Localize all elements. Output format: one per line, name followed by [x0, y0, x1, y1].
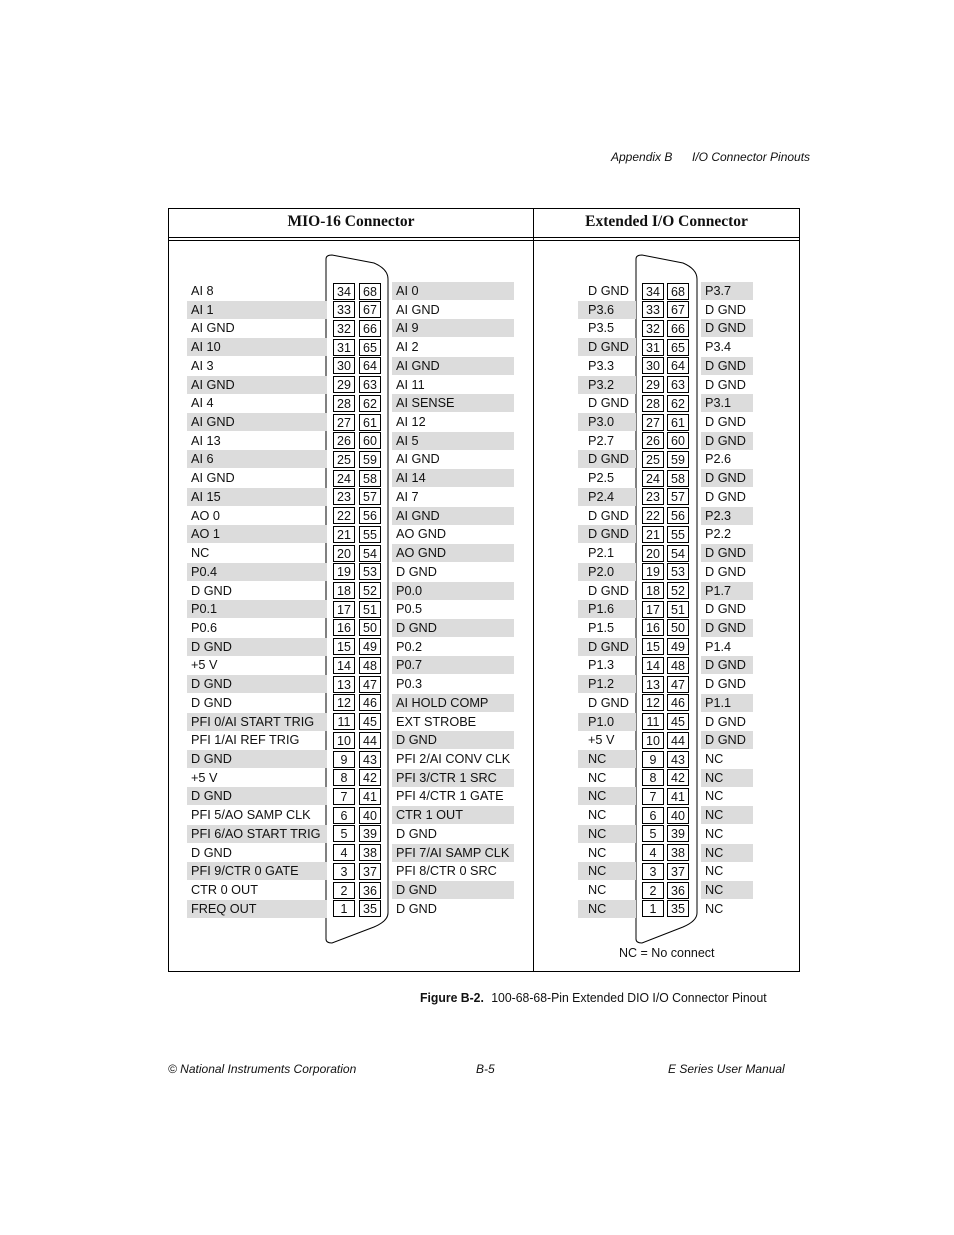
mio16-pin-number: 21 [333, 526, 355, 543]
mio16-pin-number: 18 [333, 582, 355, 599]
ext-signal-left: P3.6 [578, 301, 636, 319]
ext-signal-left: P1.0 [578, 713, 636, 731]
ext-pin-number: 41 [667, 788, 689, 805]
ext-signal-left: D GND [588, 695, 629, 710]
ext-signal-left: D GND [578, 638, 636, 656]
ext-signal-right: D GND [701, 357, 753, 375]
ext-pin-number: 65 [667, 339, 689, 356]
ext-signal-left: D GND [588, 284, 629, 298]
mio16-signal-right: PFI 7/AI SAMP CLK [392, 844, 514, 862]
ext-signal-right: P1.7 [701, 582, 753, 600]
mio16-signal-right: AI 9 [392, 319, 514, 337]
ext-pin-number: 32 [642, 320, 664, 337]
mio16-pin-number: 17 [333, 601, 355, 618]
mio16-pin-number: 64 [359, 357, 381, 374]
ext-signal-left: NC [578, 787, 636, 805]
mio16-pin-number: 63 [359, 376, 381, 393]
mio16-pin-number: 9 [333, 751, 355, 768]
header-appendix: Appendix B [611, 150, 673, 164]
ext-signal-left: P3.3 [588, 358, 615, 373]
mio16-pin-number: 12 [333, 694, 355, 711]
mio16-signal-left: AI 6 [187, 450, 327, 468]
ext-signal-left: D GND [588, 583, 629, 598]
mio16-signal-left: AI 3 [191, 358, 214, 373]
ext-signal-left: NC [578, 862, 636, 880]
ext-signal-right: P3.4 [705, 340, 732, 355]
ext-pin-number: 43 [667, 751, 689, 768]
mio16-signal-left: PFI 1/AI REF TRIG [191, 733, 300, 748]
ext-pin-number: 63 [667, 376, 689, 393]
mio16-pin-number: 37 [359, 863, 381, 880]
mio16-signal-right: D GND [392, 619, 514, 637]
mio16-pin-number: 20 [333, 545, 355, 562]
mio16-pin-number: 1 [333, 900, 355, 917]
mio16-signal-left: P0.6 [191, 620, 218, 635]
ext-signal-left: P1.5 [588, 620, 615, 635]
ext-pin-number: 28 [642, 395, 664, 412]
ext-pin-number: 8 [642, 769, 664, 786]
extended-io-connector-title: Extended I/O Connector [585, 213, 748, 230]
mio16-signal-right: AI 12 [396, 415, 426, 430]
mio16-signal-left: D GND [191, 845, 232, 860]
mio16-pin-number: 57 [359, 488, 381, 505]
mio16-signal-right: AO GND [396, 527, 447, 542]
mio16-signal-left: D GND [187, 675, 327, 693]
ext-pin-number: 46 [667, 694, 689, 711]
mio16-pin-number: 46 [359, 694, 381, 711]
ext-signal-right: NC [705, 789, 724, 804]
ext-signal-left: NC [578, 750, 636, 768]
ext-signal-left: P2.1 [588, 546, 615, 561]
ext-pin-number: 31 [642, 339, 664, 356]
ext-signal-left: NC [588, 808, 607, 823]
mio16-signal-left: AI 4 [191, 396, 214, 411]
mio16-signal-right: P0.5 [396, 602, 423, 617]
ext-pin-number: 11 [642, 713, 664, 730]
figure-caption-label: Figure B-2. [420, 990, 484, 1005]
ext-signal-left: P2.0 [578, 563, 636, 581]
mio16-signal-left: AI 13 [191, 433, 221, 448]
ext-signal-right: NC [701, 769, 753, 787]
mio16-signal-left: AI 1 [187, 301, 327, 319]
mio16-pin-number: 53 [359, 563, 381, 580]
ext-pin-number: 20 [642, 545, 664, 562]
figure-caption-text: 100-68-68-Pin Extended DIO I/O Connector Pinout [491, 990, 767, 1005]
ext-signal-right: D GND [705, 602, 746, 617]
ext-signal-right: P2.2 [705, 527, 732, 542]
mio16-pin-number: 8 [333, 769, 355, 786]
mio16-pin-number: 10 [333, 732, 355, 749]
mio16-pin-number: 66 [359, 320, 381, 337]
ext-pin-number: 18 [642, 582, 664, 599]
ext-signal-left: P2.7 [588, 433, 615, 448]
mio16-signal-left: FREQ OUT [187, 900, 327, 918]
mio16-signal-right: AI GND [396, 452, 440, 467]
ext-pin-number: 34 [642, 283, 664, 300]
mio16-pin-number: 14 [333, 657, 355, 674]
ext-signal-left: NC [588, 845, 607, 860]
mio16-pin-number: 16 [333, 619, 355, 636]
mio16-pin-number: 39 [359, 825, 381, 842]
mio16-signal-left: PFI 6/AO START TRIG [187, 825, 327, 843]
ext-pin-number: 47 [667, 676, 689, 693]
mio16-signal-left: P0.1 [187, 600, 327, 618]
mio16-signal-right: D GND [396, 564, 437, 579]
mio16-signal-right: D GND [396, 826, 437, 841]
mio16-pin-number: 31 [333, 339, 355, 356]
ext-pin-number: 12 [642, 694, 664, 711]
mio16-pin-number: 60 [359, 432, 381, 449]
ext-pin-number: 14 [642, 657, 664, 674]
mio16-pin-number: 2 [333, 882, 355, 899]
mio16-signal-left: +5 V [191, 658, 218, 673]
ext-signal-right: NC [705, 864, 724, 879]
mio16-signal-right: AI GND [396, 302, 440, 317]
header-section-title: I/O Connector Pinouts [692, 150, 811, 164]
ext-signal-right: D GND [701, 731, 753, 749]
mio16-signal-right: AO GND [392, 544, 514, 562]
mio16-signal-right: AI 2 [396, 340, 419, 355]
mio16-pin-number: 54 [359, 545, 381, 562]
mio16-pin-number: 56 [359, 507, 381, 524]
mio16-signal-right: AI 5 [392, 432, 514, 450]
mio16-pin-number: 61 [359, 414, 381, 431]
ext-pin-number: 40 [667, 807, 689, 824]
mio16-signal-right: AI 7 [396, 489, 419, 504]
ext-signal-right: P3.1 [701, 394, 753, 412]
mio16-pin-number: 29 [333, 376, 355, 393]
ext-pin-number: 13 [642, 676, 664, 693]
mio16-pin-number: 7 [333, 788, 355, 805]
mio16-pin-number: 59 [359, 451, 381, 468]
ext-signal-right: NC [705, 826, 724, 841]
ext-signal-left: P3.5 [588, 321, 615, 336]
mio16-signal-left: D GND [187, 750, 327, 768]
ext-pin-number: 59 [667, 451, 689, 468]
ext-signal-left: D GND [588, 396, 629, 411]
ext-signal-right: P1.4 [705, 639, 732, 654]
mio16-signal-right: PFI 4/CTR 1 GATE [396, 789, 504, 804]
mio16-signal-left: P0.4 [187, 563, 327, 581]
ext-pin-number: 49 [667, 638, 689, 655]
mio16-pin-number: 13 [333, 676, 355, 693]
mio16-pin-number: 36 [359, 882, 381, 899]
ext-signal-right: D GND [705, 377, 746, 392]
mio16-signal-right: P0.7 [392, 656, 514, 674]
ext-pin-number: 6 [642, 807, 664, 824]
ext-signal-left: NC [588, 770, 607, 785]
ext-pin-number: 50 [667, 619, 689, 636]
ext-pin-number: 53 [667, 563, 689, 580]
ext-pin-number: 35 [667, 900, 689, 917]
mio16-signal-left: AI GND [191, 321, 235, 336]
ext-pin-number: 38 [667, 844, 689, 861]
mio16-pin-number: 67 [359, 301, 381, 318]
ext-pin-number: 27 [642, 414, 664, 431]
ext-signal-right: NC [705, 901, 724, 916]
mio16-signal-left: NC [191, 546, 210, 561]
ext-pin-number: 26 [642, 432, 664, 449]
mio16-signal-right: AI GND [392, 357, 514, 375]
ext-pin-number: 3 [642, 863, 664, 880]
mio16-signal-left: PFI 0/AI START TRIG [187, 713, 327, 731]
mio16-signal-left: AI 15 [187, 488, 327, 506]
mio16-signal-left: AI GND [187, 413, 327, 431]
mio16-signal-right: AI GND [392, 507, 514, 525]
ext-pin-number: 57 [667, 488, 689, 505]
mio16-pin-number: 43 [359, 751, 381, 768]
ext-signal-right: P1.1 [701, 694, 753, 712]
ext-signal-left: NC [588, 883, 607, 898]
ext-signal-right: NC [705, 752, 724, 766]
mio16-signal-right: AI HOLD COMP [392, 694, 514, 712]
ext-pin-number: 23 [642, 488, 664, 505]
mio16-pin-number: 11 [333, 713, 355, 730]
ext-pin-number: 10 [642, 732, 664, 749]
ext-pin-number: 33 [642, 301, 664, 318]
mio16-signal-right: D GND [392, 881, 514, 899]
footer-page-number: B-5 [476, 1062, 495, 1076]
mio16-signal-left: AI 10 [187, 338, 327, 356]
mio16-pin-number: 42 [359, 769, 381, 786]
ext-signal-right: D GND [705, 489, 746, 504]
ext-signal-right: D GND [705, 415, 746, 430]
mio16-pin-number: 25 [333, 451, 355, 468]
mio16-signal-left: D GND [191, 583, 232, 598]
ext-pin-number: 30 [642, 357, 664, 374]
ext-pin-number: 52 [667, 582, 689, 599]
mio16-pin-number: 51 [359, 601, 381, 618]
mio16-pin-number: 19 [333, 563, 355, 580]
mio16-pin-number: 38 [359, 844, 381, 861]
ext-pin-number: 68 [667, 283, 689, 300]
mio16-signal-left: AI GND [191, 471, 235, 486]
mio16-pin-number: 40 [359, 807, 381, 824]
mio16-pin-number: 28 [333, 395, 355, 412]
mio16-pin-number: 58 [359, 470, 381, 487]
ext-pin-number: 66 [667, 320, 689, 337]
mio16-signal-right: AI 11 [396, 377, 425, 392]
mio16-pin-number: 68 [359, 283, 381, 300]
ext-signal-right: D GND [701, 656, 753, 674]
ext-pin-number: 64 [667, 357, 689, 374]
ext-pin-number: 4 [642, 844, 664, 861]
ext-pin-number: 17 [642, 601, 664, 618]
mio16-signal-right: PFI 8/CTR 0 SRC [396, 864, 497, 879]
mio16-signal-left: PFI 5/AO SAMP CLK [191, 808, 311, 823]
ext-pin-number: 21 [642, 526, 664, 543]
mio16-signal-right: P0.0 [392, 582, 514, 600]
mio16-pin-number: 49 [359, 638, 381, 655]
mio16-pin-number: 47 [359, 676, 381, 693]
mio16-signal-left: D GND [191, 695, 232, 710]
mio16-pin-number: 41 [359, 788, 381, 805]
ext-signal-right: D GND [701, 319, 753, 337]
ext-pin-number: 61 [667, 414, 689, 431]
ext-pin-number: 29 [642, 376, 664, 393]
ext-signal-left: P2.5 [588, 471, 615, 486]
mio16-signal-right: CTR 1 OUT [392, 806, 514, 824]
ext-pin-number: 60 [667, 432, 689, 449]
nc-note: NC = No connect [619, 946, 715, 960]
mio16-pin-number: 62 [359, 395, 381, 412]
mio16-pin-number: 5 [333, 825, 355, 842]
ext-signal-right: P3.7 [701, 282, 753, 300]
mio16-signal-right: EXT STROBE [396, 714, 477, 729]
ext-pin-number: 55 [667, 526, 689, 543]
ext-pin-number: 19 [642, 563, 664, 580]
mio16-signal-right: D GND [392, 731, 514, 749]
ext-signal-right: D GND [705, 564, 746, 579]
mio16-pin-number: 34 [333, 283, 355, 300]
ext-pin-number: 16 [642, 619, 664, 636]
mio16-signal-left: D GND [187, 787, 327, 805]
ext-pin-number: 25 [642, 451, 664, 468]
footer-manual-title: E Series User Manual [668, 1062, 785, 1076]
mio16-connector-title: MIO-16 Connector [287, 213, 415, 230]
ext-signal-left: P1.6 [578, 600, 636, 618]
mio16-pin-number: 33 [333, 301, 355, 318]
ext-pin-number: 67 [667, 301, 689, 318]
ext-pin-number: 45 [667, 713, 689, 730]
ext-pin-number: 62 [667, 395, 689, 412]
mio16-signal-right: PFI 2/AI CONV CLK [396, 752, 511, 766]
mio16-pin-number: 27 [333, 414, 355, 431]
ext-signal-right: D GND [701, 432, 753, 450]
mio16-signal-right: AI 0 [392, 282, 514, 300]
ext-signal-left: D GND [588, 508, 629, 523]
ext-pin-number: 58 [667, 470, 689, 487]
ext-signal-left: P3.0 [578, 413, 636, 431]
ext-signal-left: P1.2 [578, 675, 636, 693]
ext-signal-right: NC [701, 806, 753, 824]
ext-pin-number: 7 [642, 788, 664, 805]
ext-signal-left: D GND [578, 338, 636, 356]
mio16-pin-number: 52 [359, 582, 381, 599]
mio16-pin-number: 55 [359, 526, 381, 543]
ext-pin-number: 51 [667, 601, 689, 618]
ext-pin-number: 9 [642, 751, 664, 768]
ext-pin-number: 44 [667, 732, 689, 749]
ext-pin-number: 42 [667, 769, 689, 786]
mio16-pin-number: 23 [333, 488, 355, 505]
mio16-signal-right: AI SENSE [392, 394, 514, 412]
ext-signal-right: P2.6 [705, 452, 732, 467]
mio16-pin-number: 32 [333, 320, 355, 337]
mio16-signal-left: AO 0 [191, 508, 220, 523]
mio16-pin-number: 45 [359, 713, 381, 730]
mio16-signal-right: P0.2 [396, 639, 423, 654]
ext-pin-number: 54 [667, 545, 689, 562]
mio16-pin-number: 3 [333, 863, 355, 880]
ext-pin-number: 36 [667, 882, 689, 899]
mio16-signal-right: AI 14 [392, 469, 514, 487]
mio16-pin-number: 65 [359, 339, 381, 356]
ext-signal-left: P1.3 [588, 658, 615, 673]
mio16-pin-number: 4 [333, 844, 355, 861]
mio16-pin-number: 6 [333, 807, 355, 824]
mio16-signal-left: AI 8 [191, 284, 214, 298]
ext-pin-number: 37 [667, 863, 689, 880]
figure-caption [420, 990, 767, 1005]
ext-pin-number: 24 [642, 470, 664, 487]
ext-pin-number: 56 [667, 507, 689, 524]
ext-signal-right: D GND [701, 544, 753, 562]
mio16-pin-number: 30 [333, 357, 355, 374]
mio16-pin-number: 48 [359, 657, 381, 674]
mio16-signal-left: AI GND [187, 376, 327, 394]
mio16-signal-left: PFI 9/CTR 0 GATE [187, 862, 327, 880]
ext-pin-number: 1 [642, 900, 664, 917]
mio16-signal-right: PFI 3/CTR 1 SRC [392, 769, 514, 787]
mio16-signal-left: AO 1 [187, 525, 327, 543]
mio16-pin-number: 15 [333, 638, 355, 655]
ext-signal-right: D GND [701, 469, 753, 487]
mio16-pin-number: 50 [359, 619, 381, 636]
ext-signal-right: NC [701, 881, 753, 899]
ext-signal-left: P2.4 [578, 488, 636, 506]
mio16-signal-right: P0.3 [396, 677, 423, 692]
ext-pin-number: 2 [642, 882, 664, 899]
mio16-signal-left: D GND [187, 638, 327, 656]
mio16-signal-left: CTR 0 OUT [191, 883, 258, 898]
footer-copyright: © National Instruments Corporation [168, 1062, 357, 1076]
ext-signal-left: NC [578, 900, 636, 918]
ext-signal-right: NC [701, 844, 753, 862]
ext-signal-left: D GND [578, 525, 636, 543]
mio16-signal-right: D GND [396, 901, 437, 916]
ext-signal-right: D GND [705, 302, 746, 317]
ext-signal-right: D GND [701, 619, 753, 637]
mio16-pin-number: 24 [333, 470, 355, 487]
ext-pin-number: 22 [642, 507, 664, 524]
ext-signal-left: D GND [578, 450, 636, 468]
ext-signal-left: P3.2 [578, 376, 636, 394]
mio16-pin-number: 44 [359, 732, 381, 749]
ext-signal-right: D GND [705, 677, 746, 692]
ext-signal-left: +5 V [588, 733, 615, 748]
ext-signal-right: D GND [705, 714, 746, 729]
mio16-signal-left: +5 V [191, 770, 218, 785]
ext-pin-number: 5 [642, 825, 664, 842]
ext-pin-number: 15 [642, 638, 664, 655]
mio16-pin-number: 26 [333, 432, 355, 449]
ext-pin-number: 48 [667, 657, 689, 674]
mio16-pin-number: 22 [333, 507, 355, 524]
ext-signal-right: P2.3 [701, 507, 753, 525]
ext-signal-left: NC [578, 825, 636, 843]
ext-pin-number: 39 [667, 825, 689, 842]
mio16-pin-number: 35 [359, 900, 381, 917]
